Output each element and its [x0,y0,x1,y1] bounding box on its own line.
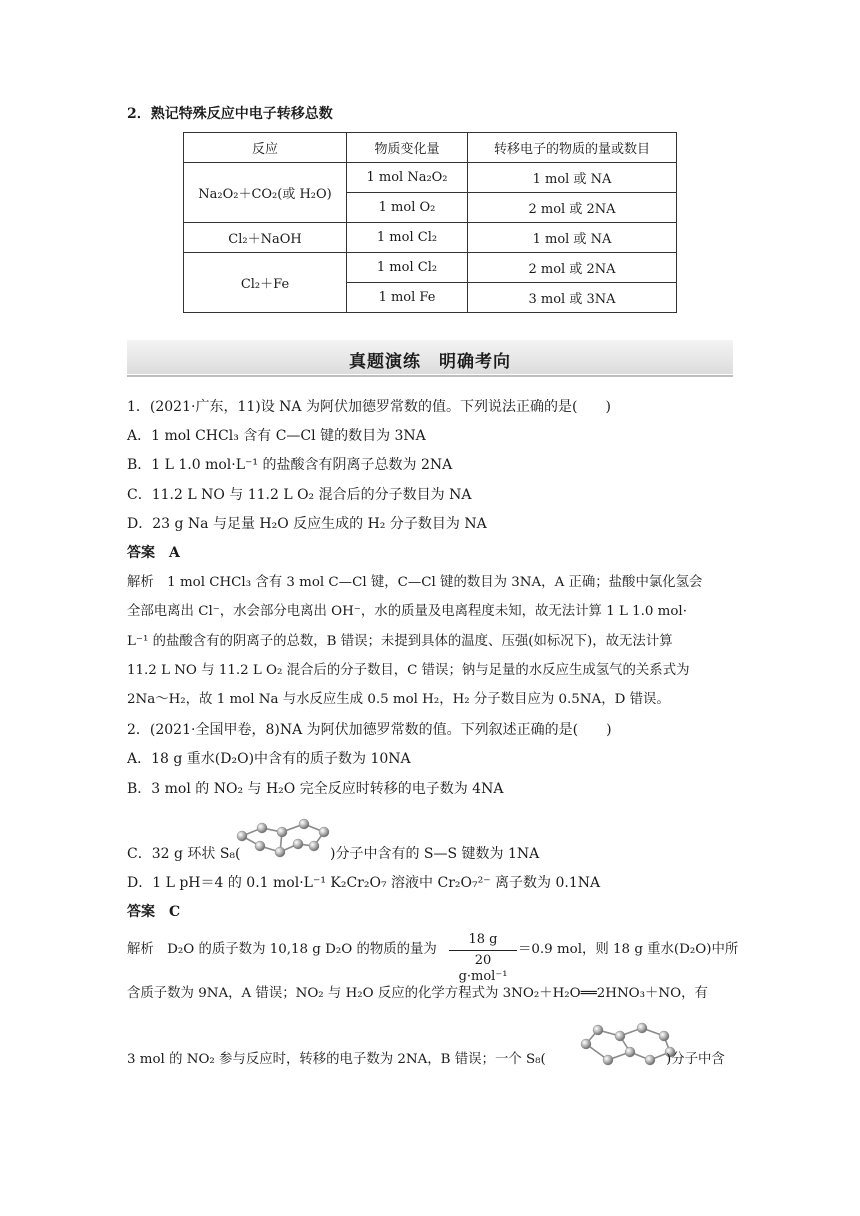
q2-analysis-line: 3 mol 的 NO₂ 参与反应时，转移的电子数为 2NA，B 错误；一个 S₈( [127,1052,546,1067]
q1-option-d: D．23 g Na 与足量 H₂O 反应生成的 H₂ 分子数目为 NA [127,516,487,532]
q1-analysis-line: 11.2 L NO 与 11.2 L O₂ 混合后的分子数目，C 错误；钠与足量的水反应生成氢气的关系式为 [127,663,690,678]
table-cell-reaction: Cl₂＋Fe [184,253,347,313]
table-cell: 1 mol Cl₂ [347,253,468,283]
table-header: 物质变化量 [347,133,468,163]
table-row [184,163,677,193]
table-cell: 1 mol Fe [347,283,468,313]
q2-analysis-line: ＝0.9 mol，则 18 g 重水(D₂O)中所 [518,942,739,957]
table-cell: 1 mol O₂ [347,193,468,223]
q1-analysis-line: 解析 1 mol CHCl₃ 含有 3 mol C—Cl 键，C—Cl 键的数目为 3NA，A 正确；盐酸中氯化氢会 [127,575,703,590]
table-cell: 1 mol Cl₂ [347,223,468,253]
fraction-numerator: 18 g [468,932,498,947]
table-header-row [184,133,677,163]
table-header: 转移电子的物质的量或数目 [468,133,677,163]
q2-answer: 答案 C [127,904,181,920]
banner-title: 真题演练 明确考向 [349,352,511,372]
table-cell: 2 mol 或 2NA [468,193,677,223]
section-banner [127,340,733,378]
q1-analysis-line: 全部电离出 Cl⁻，水会部分电离出 OH⁻，水的质量及电离程度未知，故无法计算 1 L 1.0 mol· [127,604,687,619]
q1-analysis-line: L⁻¹ 的盐酸含有的阴离子的总数，B 错误；未提到具体的温度、压强(如标况下)，故无法计算 [127,634,673,649]
q2-stem: 2．(2021·全国甲卷，8)NA 为阿伏加德罗常数的值。下列叙述正确的是( ) [127,722,612,738]
table-cell-reaction: Na₂O₂＋CO₂(或 H₂O) [184,163,347,223]
s8-ring-molecule-image [578,1020,678,1070]
q1-option-a: A．1 mol CHCl₃ 含有 C—Cl 键的数目为 3NA [127,428,426,444]
fraction-denominator: 20 g·mol⁻¹ [458,953,508,984]
section-heading: 2．熟记特殊反应中电子转移总数 [127,106,333,122]
table-cell: 1 mol 或 NA [468,163,677,193]
table-cell: 1 mol 或 NA [468,223,677,253]
q2-option-a: A．18 g 重水(D₂O)中含有的质子数为 10NA [127,751,411,767]
table-row [184,253,677,283]
q2-option-b: B．3 mol 的 NO₂ 与 H₂O 完全反应时转移的电子数为 4NA [127,781,504,797]
q1-stem: 1．(2021·广东，11)设 NA 为阿伏加德罗常数的值。下列说法正确的是( ) [127,399,611,415]
table-header: 反应 [184,133,347,163]
q1-option-c: C．11.2 L NO 与 11.2 L O₂ 混合后的分子数目为 NA [127,487,472,503]
q2-option-d: D．1 L pH＝4 的 0.1 mol·L⁻¹ K₂Cr₂O₇ 溶液中 Cr₂O₇²⁻ 离子数为 0.1NA [127,875,601,891]
electron-transfer-table [183,132,677,313]
q1-answer: 答案 A [127,545,180,561]
s8-ring-molecule-image [232,816,332,860]
q2-option-c-prefix: C．32 g 环状 S₈( [127,846,241,862]
table-row [184,223,677,253]
q2-analysis-line: 含质子数为 9NA，A 错误；NO₂ 与 H₂O 反应的化学方程式为 3NO₂＋H₂O══2HNO₃＋NO，有 [127,986,708,1001]
table-cell: 3 mol 或 3NA [468,283,677,313]
q2-analysis-line: 解析 D₂O 的质子数为 10,18 g D₂O 的物质的量为 [127,942,437,957]
table-cell: 2 mol 或 2NA [468,253,677,283]
q1-option-b: B．1 L 1.0 mol·L⁻¹ 的盐酸含有阴离子总数为 2NA [127,457,453,473]
table-cell-reaction: Cl₂＋NaOH [184,223,347,253]
q1-analysis-line: 2Na～H₂，故 1 mol Na 与水反应生成 0.5 mol H₂，H₂ 分子数目应为 0.5NA，D 错误。 [127,692,670,707]
q2-analysis-line: )分子中含 [666,1052,725,1067]
molar-fraction [449,932,517,985]
q2-option-c-suffix: )分子中含有的 S—S 键数为 1NA [330,846,540,862]
table-cell: 1 mol Na₂O₂ [347,163,468,193]
